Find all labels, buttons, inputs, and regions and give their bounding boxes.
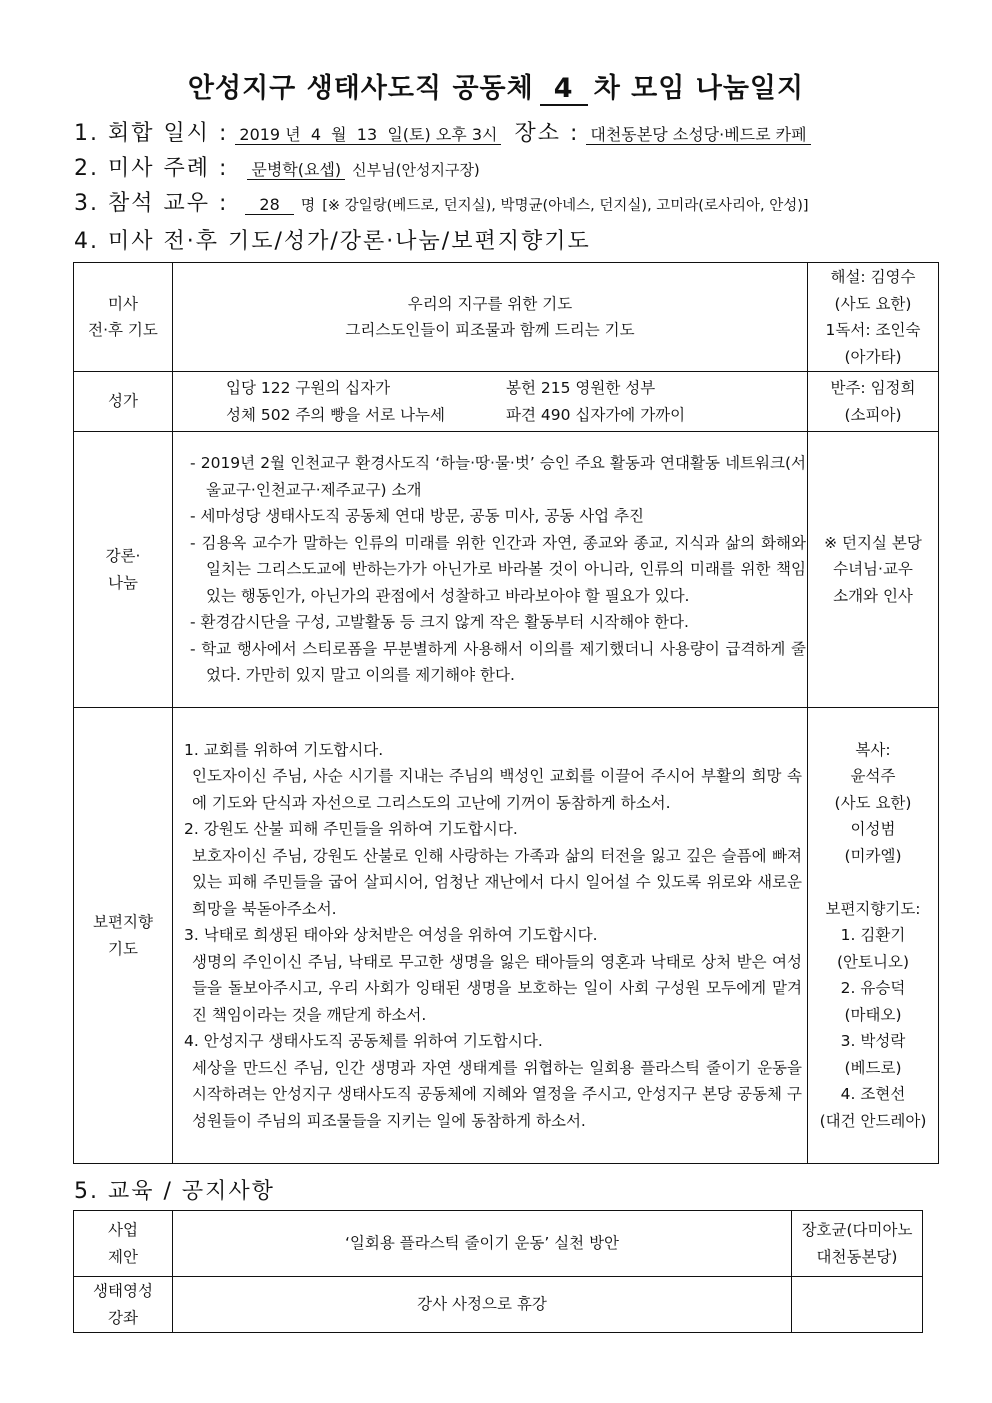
homily-item: - 학교 행사에서 스티로폼을 무분별하게 사용해서 이의를 제기했더니 사용량이 급격하게 줄었다. 가만히 있지 말고 이의를 제기해야 한다.: [190, 639, 806, 685]
hymn-row: [74, 372, 939, 432]
edu-content-text: 강사 사정으로 휴강: [417, 1295, 547, 1314]
title-prefix: 안성지구 생태사도직 공동체: [187, 73, 534, 104]
attendance-note: [※ 강일랑(베드로, 던지실), 박명균(아네스, 던지실), 고미라(로사리아, 안성)]: [322, 198, 809, 214]
intercession-content: [173, 708, 808, 1164]
homily-content: [173, 432, 808, 708]
prayer-line: 그리스도인들이 피조물과 함께 드리는 기도: [345, 321, 635, 339]
intercession-head: 2. 강원도 산불 피해 주민들을 위하여 기도합시다.: [184, 820, 518, 839]
edu-label-text: 사업 제안: [108, 1221, 138, 1266]
meeting-number: 4: [540, 73, 588, 106]
prayer-label: [74, 263, 173, 372]
intercession-roles-text: 복사: 윤석주 (사도 요한) 이성범 (미카엘) 보편지향기도: 1. 김환기 (안토니오) 2. 유승덕 (마태오) 3. 박성락 (베드로) 4. 조현선 (대건 안드레아): [819, 740, 927, 1130]
hymn-label-text: 성가: [108, 392, 138, 411]
place-label: 장소 :: [514, 121, 580, 146]
intercession-label: [74, 708, 173, 1164]
edu-content-text: ‘일회용 플라스틱 줄이기 운동’ 실천 방안: [344, 1234, 620, 1253]
mass-label: 2. 미사 주례 :: [74, 156, 229, 181]
intercession-body: 생명의 주인이신 주님, 낙태로 무고한 생명을 잃은 태아들의 영혼과 낙태로 상처 받은 여성들을 돌보아주시고, 우리 사회가 잉태된 생명을 보호하는 일이 사회 구성원 모두에게 맡겨진 책임이라는 것을 깨닫게 하소서.: [192, 952, 802, 1024]
intercession-body: 보호자이신 주님, 강원도 산불로 인해 사랑하는 가족과 삶의 터전을 잃고 깊은 슬픔에 빠져 있는 피해 주민들을 굽어 살피시어, 엄청난 재난에서 다시 일어설 수 있도록 위로와 새로운 희망을 북돋아주소서.: [192, 846, 802, 918]
intercession-row: [74, 708, 939, 1164]
attendance-label: 3. 참석 교우 :: [74, 191, 229, 216]
meeting-place: 대천동본당 소성당·베드로 카페: [586, 125, 810, 145]
section4-title: [74, 224, 591, 255]
section5-title: [74, 1174, 275, 1205]
hymn-communion: 성체 502 주의 빵을 서로 나누세: [226, 405, 445, 424]
homily-item: - 김용옥 교수가 말하는 인류의 미래를 위한 인간과 자연, 종교와 종교, 지식과 삶의 화해와 일치는 그리스도교에 반하는가가 아닌가로 바라볼 것이 아니라, 인류의 미래를 위한 책임 있는 행동인가, 아닌가의 관점에서 성찰하고 바라보아야 할 필요가 있다.: [190, 533, 806, 605]
meeting-info: [74, 116, 811, 147]
homily-note: [808, 432, 939, 708]
homily-label-text: 강론· 나눔: [105, 547, 141, 592]
celebrant-title: 신부님(안성지구장): [352, 161, 480, 179]
attendance-unit: 명: [300, 196, 316, 214]
intercession-head: 1. 교회를 위하여 기도합시다.: [184, 740, 384, 759]
homily-note-text: ※ 던지실 본당 수녀님·교우 소개와 인사: [824, 533, 922, 605]
prayer-row: [74, 263, 939, 372]
hymn-offertory: 봉헌 215 영원한 성부: [506, 379, 656, 397]
celebrant: 문병학(요셉): [247, 160, 345, 180]
hymn-recessional: 파견 490 십자가에 가까이: [506, 405, 686, 424]
hymn-entrance: 입당 122 구원의 십자가: [226, 379, 391, 397]
section5-title-text: 5. 교육 / 공지사항: [74, 1179, 275, 1204]
homily-item: - 세마성당 생태사도직 공동체 연대 방문, 공동 미사, 공동 사업 추진: [190, 507, 645, 526]
intercession-head: 3. 낙태로 희생된 태아와 상처받은 여성을 위하여 기도합시다.: [184, 926, 598, 945]
hymn-content: [173, 372, 808, 432]
hymn-roles: [808, 372, 939, 432]
prayer-roles: [808, 263, 939, 372]
edu-label: [74, 1277, 173, 1333]
prayer-label-text: 미사 전·후 기도: [88, 294, 158, 339]
mass-info: [74, 151, 480, 182]
homily-item: - 2019년 2월 인천교구 환경사도직 ‘하늘·땅·물·벗’ 승인 주요 활동과 연대활동 네트워크(서울교구·인천교구·제주교구) 소개: [190, 454, 806, 499]
intercession-label-text: 보편지향 기도: [93, 913, 153, 958]
edu-content: [173, 1277, 792, 1333]
edu-note: [792, 1277, 923, 1333]
homily-row: [74, 432, 939, 708]
edu-label-text: 생태영성 강좌: [93, 1282, 153, 1327]
intercession-head: 4. 안성지구 생태사도직 공동체를 위하여 기도합시다.: [184, 1032, 543, 1051]
homily-label: [74, 432, 173, 708]
intercession-roles: [808, 708, 939, 1164]
intercession-body: 인도자이신 주님, 사순 시기를 지내는 주님의 백성인 교회를 이끌어 주시어 부활의 희망 속에 기도와 단식과 자선으로 그리스도의 고난에 기꺼이 동참하게 하소서.: [192, 767, 802, 812]
title-suffix: 차 모임 나눔일지: [593, 73, 805, 104]
attendance-count: 28: [245, 195, 293, 215]
section4-title-text: 4. 미사 전·후 기도/성가/강론·나눔/보편지향기도: [74, 229, 591, 254]
edu-note: [792, 1211, 923, 1277]
edu-note-text: 장호균(다미아노 대천동본당): [801, 1221, 913, 1266]
meeting-label: 1. 회합 일시 :: [74, 121, 229, 146]
hymn-label: [74, 372, 173, 432]
meeting-date: 2019 년 4 월 13 일(토) 오후 3시: [235, 125, 501, 145]
prayer-content: [173, 263, 808, 372]
document-title: [0, 66, 992, 106]
homily-item: - 환경감시단을 구성, 고발활동 등 크지 않게 작은 활동부터 시작해야 한다.: [190, 613, 689, 632]
edu-content: [173, 1211, 792, 1277]
attendance-info: [74, 186, 809, 217]
mass-table: [73, 262, 939, 1164]
education-table: [73, 1210, 923, 1333]
intercession-body: 세상을 만드신 주님, 인간 생명과 자연 생태계를 위협하는 일회용 플라스틱 줄이기 운동을 시작하려는 안성지구 생태사도직 공동체에 지혜와 열정을 주시고, 안성지구 본당 공동체 구성원들이 주님의 피조물들을 지키는 일에 동참하게 하소서.: [192, 1058, 802, 1130]
edu-row: [74, 1211, 923, 1277]
edu-label: [74, 1211, 173, 1277]
hymn-roles-text: 반주: 임정희 (소피아): [830, 379, 916, 424]
prayer-line: 우리의 지구를 위한 기도: [407, 294, 573, 313]
prayer-roles-text: 해설: 김영수 (사도 요한) 1독서: 조인숙 (아가타): [825, 268, 921, 366]
edu-row: [74, 1277, 923, 1333]
